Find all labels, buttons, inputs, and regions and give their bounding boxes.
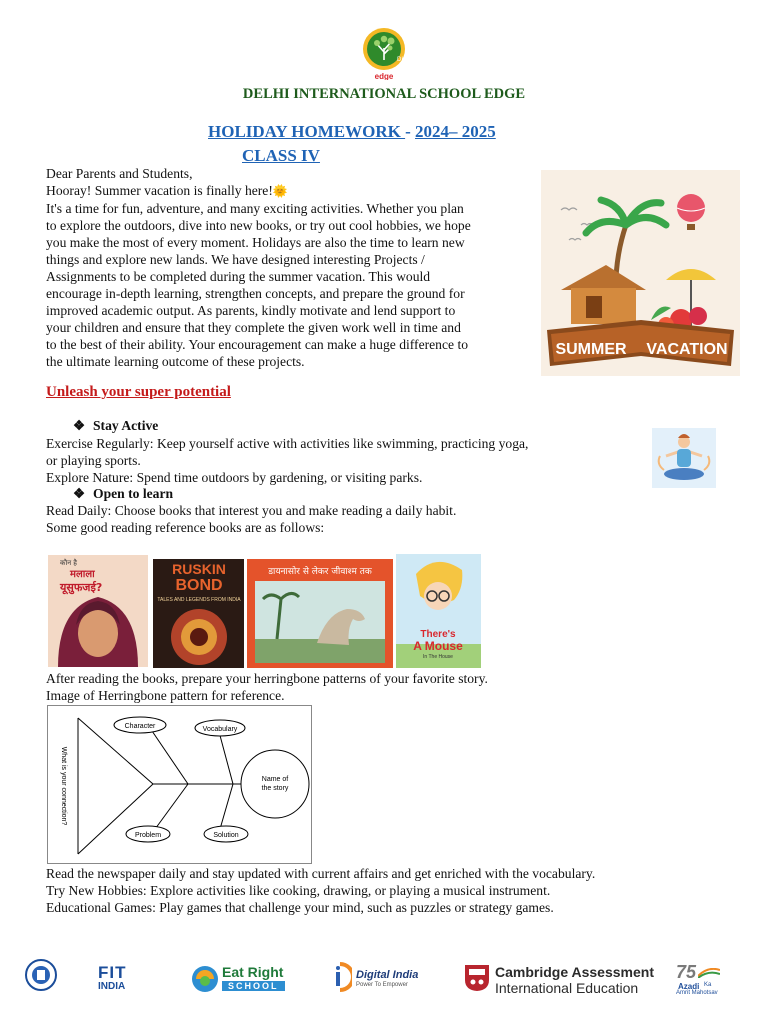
- cambridge-bottom: International Education: [495, 980, 639, 996]
- fit-india-logo: [98, 964, 138, 994]
- title-year: 2024– 2025: [415, 122, 496, 141]
- herringbone-name-line2: the story: [261, 785, 289, 792]
- school-logo-subtext: edge: [374, 72, 394, 80]
- intro-line: the ultimate learning outcome of these projects.: [46, 354, 305, 369]
- herringbone-connection: What is your connection?: [60, 746, 67, 826]
- text-line: Image of Herringbone pattern for reference.: [46, 688, 285, 703]
- text-line: or playing sports.: [46, 453, 141, 468]
- closing-text: [46, 865, 595, 916]
- text-line: Try New Hobbies: Explore activities like cooking, drawing, or playing a musical instrument.: [46, 883, 551, 898]
- title-dash: -: [405, 122, 416, 141]
- intro-line: things and explore new lands. We have designed interesting Projects /: [46, 252, 425, 267]
- text-line: Exercise Regularly: Keep yourself active with activities like swimming, practicing yoga,: [46, 436, 529, 451]
- herringbone-name-line1: Name of: [261, 776, 289, 783]
- cambridge-top: Cambridge Assessment: [495, 964, 654, 980]
- azadi-mahotsav: Amrit Mahotsav: [676, 990, 718, 996]
- book4-title1: There's: [420, 629, 456, 640]
- fit-india-top: FIT: [98, 963, 127, 982]
- intro-line: your children and ensure that they complete the given work well in time and: [46, 320, 461, 335]
- stay-active-text: [46, 435, 528, 486]
- after-books-text: [46, 670, 488, 704]
- school-logo-text: DIS: [397, 57, 408, 63]
- banner-summer: SUMMER: [555, 341, 627, 358]
- text-line: Explore Nature: Spend time outdoors by gardening, or visiting parks.: [46, 470, 423, 485]
- text-line: Read Daily: Choose books that interest you and make reading a daily habit.: [46, 503, 457, 518]
- homework-title: [208, 122, 496, 142]
- summer-vacation-image: [541, 170, 740, 376]
- sun-emoji-icon: 🌞: [272, 184, 288, 198]
- bullet-stay-active: [73, 418, 158, 434]
- book-cover-mouse-house: [396, 554, 481, 668]
- intro-line: Assignments to be completed during the summer vacation. This would: [46, 269, 431, 284]
- azadi-word: Azadi: [678, 982, 700, 991]
- book1-title-line1: मलाला: [70, 569, 95, 580]
- text-line: Some good reading reference books are as follows:: [46, 520, 325, 535]
- book1-title-line2: यूसुफजई?: [60, 581, 103, 594]
- diamond-bullet-icon: ❖: [73, 486, 86, 501]
- eat-right-top: Eat Right: [222, 964, 284, 980]
- digital-india-top: Digital India: [356, 969, 419, 981]
- school-logo: [359, 26, 409, 80]
- intro-line: improved academic output. As parents, kindly motivate and lend support to: [46, 303, 456, 318]
- bullet-open-to-learn: [73, 486, 173, 502]
- azadi-ka-amrit-mahotsav-logo: [674, 962, 734, 1002]
- cbse-logo: [24, 958, 58, 992]
- fit-india-bottom: INDIA: [98, 981, 126, 992]
- herringbone-problem: Problem: [134, 832, 162, 839]
- text-line: After reading the books, prepare your herringbone patterns of your favorite story.: [46, 671, 488, 686]
- bullet-label: Stay Active: [93, 418, 159, 433]
- intro-line: encourage in-depth learning, strengthen concepts, and prepare the ground for: [46, 286, 465, 301]
- azadi-ka: Ka: [704, 982, 712, 988]
- intro-paragraph: [46, 165, 536, 370]
- text-line: Educational Games: Play games that challenge your mind, such as puzzles or strategy games.: [46, 900, 554, 915]
- book2-title1: RUSKIN: [172, 561, 226, 577]
- book2-subtitle: TALES AND LEGENDS FROM INDIA: [157, 597, 241, 603]
- book4-title2: A Mouse: [413, 639, 463, 653]
- open-to-learn-text: [46, 502, 456, 536]
- intro-line: you make the most of every moment. Holidays are also the time to learn new: [46, 235, 465, 250]
- book1-top-text: कौन है: [60, 559, 78, 567]
- book-cover-ruskin-bond: [153, 559, 244, 668]
- intro-line: Dear Parents and Students,: [46, 166, 193, 181]
- herringbone-solution: Solution: [213, 832, 239, 839]
- intro-line: It's a time for fun, adventure, and many exciting activities. Whether you plan: [46, 201, 464, 216]
- herringbone-vocabulary: Vocabulary: [202, 726, 238, 733]
- herringbone-character: Character: [124, 723, 156, 730]
- digital-india-bottom: Power To Empower: [356, 982, 408, 988]
- book-cover-dinosaur: [247, 559, 393, 668]
- book-cover-malala: [48, 555, 148, 667]
- azadi-75: 75: [676, 962, 697, 982]
- intro-line-text: Hooray! Summer vacation is finally here!: [46, 183, 273, 198]
- banner-vacation: VACATION: [646, 341, 728, 358]
- eat-right-bottom: SCHOOL: [222, 981, 285, 991]
- book4-title3: In The House: [423, 654, 453, 660]
- book3-title: डायनासोर से लेकर जीवाश्म तक: [268, 567, 372, 577]
- text-line: Read the newspaper daily and stay updated with current affairs and get enriched with the vocabulary.: [46, 866, 596, 881]
- intro-line: [46, 182, 536, 200]
- section-heading: Unleash your super potential: [46, 384, 231, 400]
- yoga-image: [652, 428, 716, 488]
- cambridge-logo: [464, 964, 654, 996]
- herringbone-diagram: [47, 705, 312, 864]
- book2-title2: BOND: [175, 577, 223, 594]
- diamond-bullet-icon: ❖: [73, 418, 86, 433]
- title-part1: HOLIDAY HOMEWORK: [208, 122, 406, 141]
- intro-line: to the best of their ability. Your encouragement can make a huge difference to: [46, 337, 469, 352]
- intro-line: to explore the outdoors, dive into new books, or try out cool hobbies, we hope: [46, 218, 471, 233]
- class-title: CLASS IV: [242, 146, 320, 165]
- school-name: DELHI INTERNATIONAL SCHOOL EDGE: [242, 86, 526, 102]
- digital-india-logo: [330, 962, 420, 994]
- eat-right-school-logo: [190, 962, 290, 996]
- bullet-label: Open to learn: [93, 486, 174, 501]
